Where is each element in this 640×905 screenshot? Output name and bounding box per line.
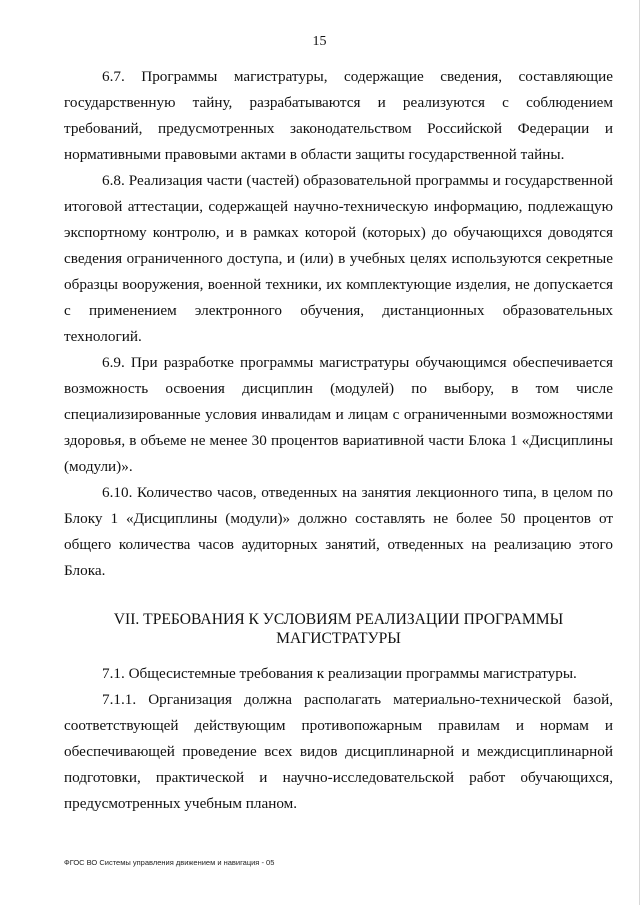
paragraph-6-10: 6.10. Количество часов, отведенных на занятия лекционного типа, в целом по Блоку 1 «Дисциплины (модули)» должно составлять не более 50 процентов от общего количества часов аудиторных занятий, отведенных на реализацию этого Блока.	[64, 484, 613, 579]
paragraph-7-1-1: 7.1.1. Организация должна располагать материально-технической базой, соответствующей действующим противопожарным правилам и нормам и обеспечивающей проведение всех видов дисциплинарной и междисциплинарной подготовки, практической и научно-исследовательской работ обучающихся, предусмотренных учебным планом.	[64, 691, 613, 812]
page-content	[64, 64, 613, 817]
section-heading	[64, 610, 613, 648]
paragraph-6-7: 6.7. Программы магистратуры, содержащие сведения, составляющие государственную тайну, разрабатываются и реализуются с соблюдением требований, предусмотренных законодательством Российской Федерации и нормативными правовыми актами в области защиты государственной тайны.	[64, 68, 613, 163]
paragraph-7-1: 7.1. Общесистемные требования к реализации программы магистратуры.	[102, 665, 577, 682]
paragraph-6-9: 6.9. При разработке программы магистратуры обучающимся обеспечивается возможность освоения дисциплин (модулей) по выбору, в том числе специализированные условия инвалидам и лицам с ограниченными возможностями здоровья, в объеме не менее 30 процентов вариативной части Блока 1 «Дисциплины (модули)».	[64, 354, 613, 475]
section-heading-line-1: VII. ТРЕБОВАНИЯ К УСЛОВИЯМ РЕАЛИЗАЦИИ ПРОГРАММЫ	[113, 611, 564, 628]
page-number: 15	[312, 34, 327, 49]
paragraph-6-8: 6.8. Реализация части (частей) образовательной программы и государственной итоговой аттестации, содержащей научно-техническую информацию, подлежащую экспортному контролю, и в рамках которой (которых) до обучающихся доводятся сведения ограниченного доступа, и (или) в учебных целях используются секретные образцы вооружения, военной техники, их комплектующие изделия, не допускается с применением электронного обучения, дистанционных образовательных технологий.	[64, 172, 613, 345]
page-footer: ФГОС ВО Системы управления движением и навигация - 05	[64, 858, 275, 867]
section-heading-line-2: МАГИСТРАТУРЫ	[276, 630, 401, 647]
